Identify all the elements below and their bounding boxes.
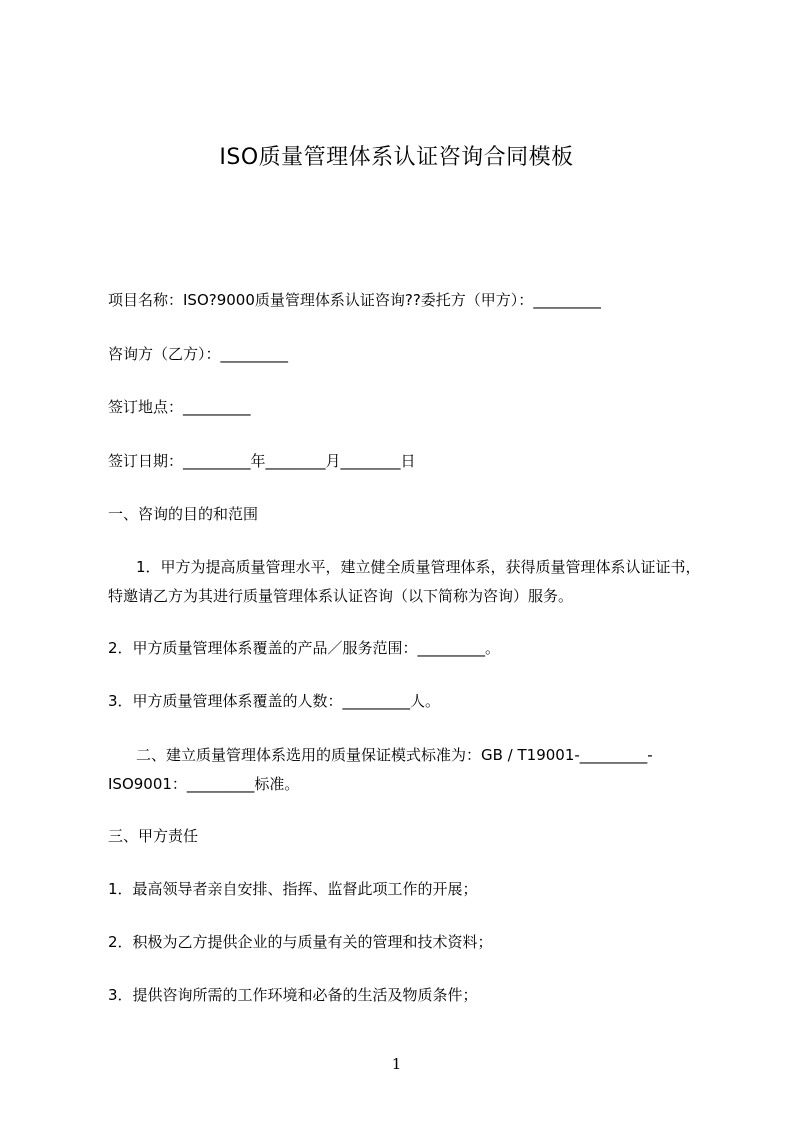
signing-date-line: 签订日期：_________年________月________日: [108, 452, 416, 470]
section-3-item-3: 3．提供咨询所需的工作环境和必备的生活及物质条件；: [108, 986, 478, 1004]
section-1-item-1: 1．甲方为提高质量管理水平，建立健全质量管理体系，获得质量管理体系认证证书，特邀请乙方为其进行质量管理体系认证咨询（以下简称为咨询）服务。: [108, 558, 701, 605]
document-title: ISO质量管理体系认证咨询合同模板: [219, 145, 574, 170]
project-name-line: 项目名称：ISO?9000质量管理体系认证咨询??委托方（甲方）：_________: [108, 291, 601, 309]
signing-place-line: 签订地点：_________: [108, 398, 251, 416]
section-3-item-1: 1．最高领导者亲自安排、指挥、监督此项工作的开展；: [108, 880, 478, 898]
section-3-item-2: 2．积极为乙方提供企业的与质量有关的管理和技术资料；: [108, 933, 493, 951]
section-1-item-3: 3．甲方质量管理体系覆盖的人数：_________人。: [108, 692, 441, 710]
page-number: 1: [391, 1055, 402, 1073]
consultant-line: 咨询方（乙方）：_________: [108, 345, 289, 363]
section-1-item-2: 2．甲方质量管理体系覆盖的产品／服务范围：_________。: [108, 639, 501, 657]
section-1-heading: 一、咨询的目的和范围: [108, 505, 259, 523]
section-3-heading: 三、甲方责任: [108, 827, 199, 845]
section-2-paragraph: 二、建立质量管理体系选用的质量保证模式标准为：GB / T19001-_________-ISO9001：_________标准。: [108, 746, 653, 793]
